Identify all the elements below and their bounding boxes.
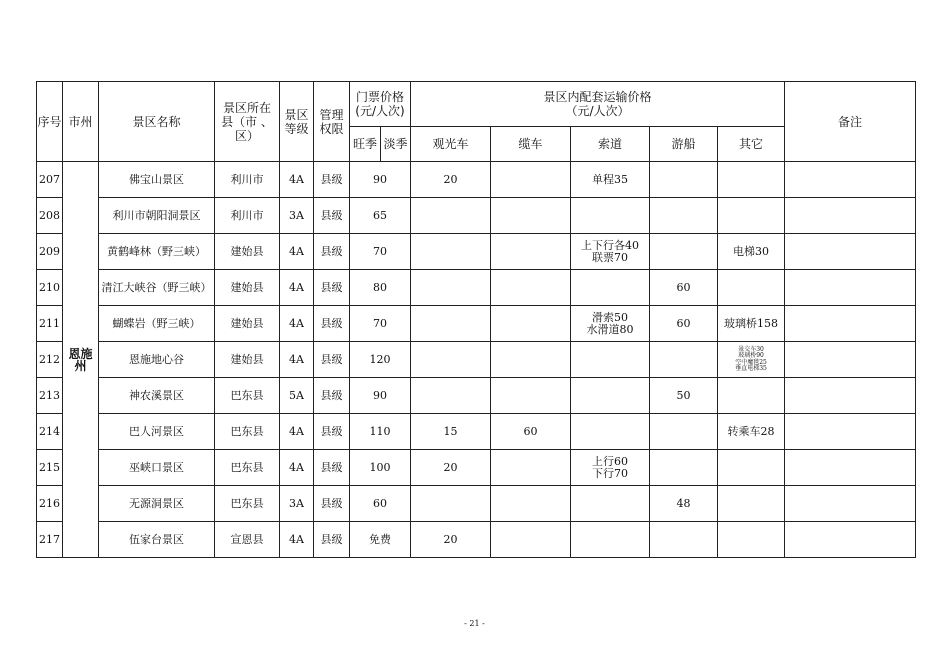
cell-seq: 217 (37, 522, 63, 558)
cell-name: 伍家台景区 (99, 522, 215, 558)
cell-ropeway-line: 水滑道80 (586, 322, 634, 336)
cell-other-line: 景交车30 (738, 345, 764, 353)
cell-other-line: 空中魔毯25 (735, 358, 767, 366)
cell-name: 无源洞景区 (99, 486, 215, 522)
cell-other (718, 342, 785, 378)
cell-boat: 60 (650, 306, 718, 342)
cell-grade: 4A (280, 234, 314, 270)
cell-ropeway (571, 342, 650, 378)
header-peak: 旺季 (350, 127, 381, 162)
table-row (37, 198, 916, 234)
cell-admin: 县级 (314, 522, 350, 558)
cell-county: 宣恩县 (215, 522, 280, 558)
cell-grade: 4A (280, 162, 314, 198)
table-row (37, 522, 916, 558)
cell-remark (785, 486, 916, 522)
cell-other-line: 垂直电梯35 (735, 365, 767, 372)
cell-admin: 县级 (314, 234, 350, 270)
cell-admin: 县级 (314, 450, 350, 486)
cell-admin: 县级 (314, 486, 350, 522)
cell-ropeway-line: 上行60 (592, 454, 629, 468)
cell-cable-car (491, 306, 571, 342)
cell-cable-car (491, 522, 571, 558)
cell-grade: 4A (280, 342, 314, 378)
cell-boat (650, 522, 718, 558)
cell-boat: 60 (650, 270, 718, 306)
cell-sightseeing: 20 (411, 162, 491, 198)
cell-boat: 50 (650, 378, 718, 414)
cell-county: 利川市 (215, 198, 280, 234)
cell-cable-car (491, 378, 571, 414)
table-row (37, 378, 916, 414)
cell-ropeway-line: 下行70 (592, 466, 629, 480)
cell-remark (785, 378, 916, 414)
cell-name: 黄鹤峰林（野三峡） (99, 234, 215, 270)
cell-ropeway (571, 270, 650, 306)
cell-ropeway (571, 162, 650, 198)
cell-ropeway (571, 522, 650, 558)
cell-seq: 208 (37, 198, 63, 234)
cell-admin: 县级 (314, 198, 350, 234)
cell-county: 巴东县 (215, 486, 280, 522)
cell-county: 建始县 (215, 270, 280, 306)
cell-other-line: 转乘车28 (727, 424, 775, 438)
cell-grade: 4A (280, 450, 314, 486)
cell-sightseeing: 20 (411, 450, 491, 486)
cell-name: 佛宝山景区 (99, 162, 215, 198)
table-row (37, 306, 916, 342)
cell-seq: 210 (37, 270, 63, 306)
cell-cable-car: 60 (491, 414, 571, 450)
header-ticket: 门票价格 (元/人次) (350, 82, 411, 127)
cell-ticket: 120 (350, 342, 411, 378)
cell-other (718, 162, 785, 198)
cell-admin: 县级 (314, 342, 350, 378)
cell-name: 蝴蝶岩（野三峡） (99, 306, 215, 342)
cell-other (718, 234, 785, 270)
cell-other-line: 玻璃桥158 (724, 316, 779, 330)
cell-other (718, 306, 785, 342)
cell-admin: 县级 (314, 414, 350, 450)
cell-other (718, 522, 785, 558)
page-number: - 21 - (464, 619, 485, 628)
header-admin: 管理 权限 (314, 82, 350, 162)
cell-sightseeing (411, 378, 491, 414)
cell-county: 巴东县 (215, 414, 280, 450)
cell-cable-car (491, 234, 571, 270)
cell-admin: 县级 (314, 378, 350, 414)
header-boat: 游船 (650, 127, 718, 162)
cell-grade: 3A (280, 486, 314, 522)
cell-seq: 216 (37, 486, 63, 522)
cell-seq: 207 (37, 162, 63, 198)
cell-ticket: 110 (350, 414, 411, 450)
table-row (37, 414, 916, 450)
header-ropeway: 索道 (571, 127, 650, 162)
cell-ticket: 70 (350, 234, 411, 270)
cell-remark (785, 342, 916, 378)
cell-cable-car (491, 270, 571, 306)
cell-boat (650, 450, 718, 486)
cell-other-line: 电梯30 (733, 244, 770, 258)
cell-ticket: 60 (350, 486, 411, 522)
cell-sightseeing: 15 (411, 414, 491, 450)
table-row (37, 270, 916, 306)
cell-ticket: 免费 (350, 522, 411, 558)
header-seq: 序号 (37, 82, 63, 162)
table-row (37, 234, 916, 270)
cell-sightseeing (411, 270, 491, 306)
cell-sightseeing (411, 306, 491, 342)
cell-sightseeing (411, 234, 491, 270)
cell-remark (785, 450, 916, 486)
cell-admin: 县级 (314, 306, 350, 342)
cell-remark (785, 522, 916, 558)
cell-ticket: 70 (350, 306, 411, 342)
cell-ticket: 90 (350, 378, 411, 414)
cell-ropeway-line: 滑索50 (592, 310, 629, 324)
cell-ropeway-line: 联票70 (592, 250, 629, 264)
cell-name: 巫峡口景区 (99, 450, 215, 486)
cell-seq: 209 (37, 234, 63, 270)
cell-other-line: 玻璃桥90 (738, 352, 764, 359)
cell-cable-car (491, 486, 571, 522)
cell-seq: 215 (37, 450, 63, 486)
cell-county: 巴东县 (215, 450, 280, 486)
cell-ropeway (571, 306, 650, 342)
cell-grade: 4A (280, 270, 314, 306)
cell-grade: 3A (280, 198, 314, 234)
cell-boat (650, 198, 718, 234)
header-county: 景区所在 县（市 、 区） (215, 82, 280, 162)
cell-name: 清江大峡谷（野三峡） (99, 270, 215, 306)
cell-admin: 县级 (314, 270, 350, 306)
cell-county: 建始县 (215, 342, 280, 378)
cell-boat (650, 234, 718, 270)
cell-cable-car (491, 450, 571, 486)
cell-county: 巴东县 (215, 378, 280, 414)
cell-other (718, 486, 785, 522)
cell-other (718, 270, 785, 306)
cell-boat (650, 342, 718, 378)
cell-other (718, 450, 785, 486)
cell-name: 巴人河景区 (99, 414, 215, 450)
cell-seq: 211 (37, 306, 63, 342)
cell-cable-car (491, 198, 571, 234)
cell-sightseeing (411, 198, 491, 234)
cell-ropeway (571, 450, 650, 486)
cell-ropeway (571, 378, 650, 414)
cell-ropeway (571, 414, 650, 450)
cell-ticket: 65 (350, 198, 411, 234)
header-row-1 (37, 82, 916, 127)
scenic-price-table (36, 81, 916, 558)
cell-admin: 县级 (314, 162, 350, 198)
cell-ropeway-line: 单程35 (592, 172, 629, 186)
cell-name: 恩施地心谷 (99, 342, 215, 378)
cell-remark (785, 162, 916, 198)
cell-county: 建始县 (215, 306, 280, 342)
cell-grade: 4A (280, 306, 314, 342)
cell-cable-car (491, 162, 571, 198)
cell-remark (785, 198, 916, 234)
cell-county: 建始县 (215, 234, 280, 270)
cell-grade: 5A (280, 378, 314, 414)
cell-other (718, 378, 785, 414)
cell-ropeway (571, 486, 650, 522)
table-body (37, 162, 916, 558)
cell-ropeway-line: 上下行各40 (581, 238, 640, 252)
cell-ropeway (571, 234, 650, 270)
cell-grade: 4A (280, 522, 314, 558)
cell-other (718, 414, 785, 450)
header-sightseeing: 观光车 (411, 127, 491, 162)
cell-name: 利川市朝阳洞景区 (99, 198, 215, 234)
header-grade: 景区 等级 (280, 82, 314, 162)
cell-ticket: 90 (350, 162, 411, 198)
cell-cable-car (491, 342, 571, 378)
header-transport: 景区内配套运输价格 （元/人次） (411, 82, 785, 127)
cell-sightseeing: 20 (411, 522, 491, 558)
cell-remark (785, 270, 916, 306)
cell-seq: 213 (37, 378, 63, 414)
cell-county: 利川市 (215, 162, 280, 198)
table-row (37, 450, 916, 486)
cell-ticket: 80 (350, 270, 411, 306)
cell-city: 恩施州 (63, 162, 99, 558)
cell-boat: 48 (650, 486, 718, 522)
cell-boat (650, 162, 718, 198)
table-row (37, 342, 916, 378)
cell-sightseeing (411, 486, 491, 522)
header-off: 淡季 (381, 127, 411, 162)
header-remark: 备注 (785, 82, 916, 162)
header-other: 其它 (718, 127, 785, 162)
table-row (37, 486, 916, 522)
cell-ropeway (571, 198, 650, 234)
cell-name: 神农溪景区 (99, 378, 215, 414)
cell-sightseeing (411, 342, 491, 378)
cell-remark (785, 234, 916, 270)
header-name: 景区名称 (99, 82, 215, 162)
cell-boat (650, 414, 718, 450)
cell-remark (785, 306, 916, 342)
header-city: 市州 (63, 82, 99, 162)
cell-seq: 212 (37, 342, 63, 378)
cell-grade: 4A (280, 414, 314, 450)
cell-other (718, 198, 785, 234)
header-cable-car: 缆车 (491, 127, 571, 162)
cell-ticket: 100 (350, 450, 411, 486)
table-row (37, 162, 916, 198)
cell-remark (785, 414, 916, 450)
cell-seq: 214 (37, 414, 63, 450)
